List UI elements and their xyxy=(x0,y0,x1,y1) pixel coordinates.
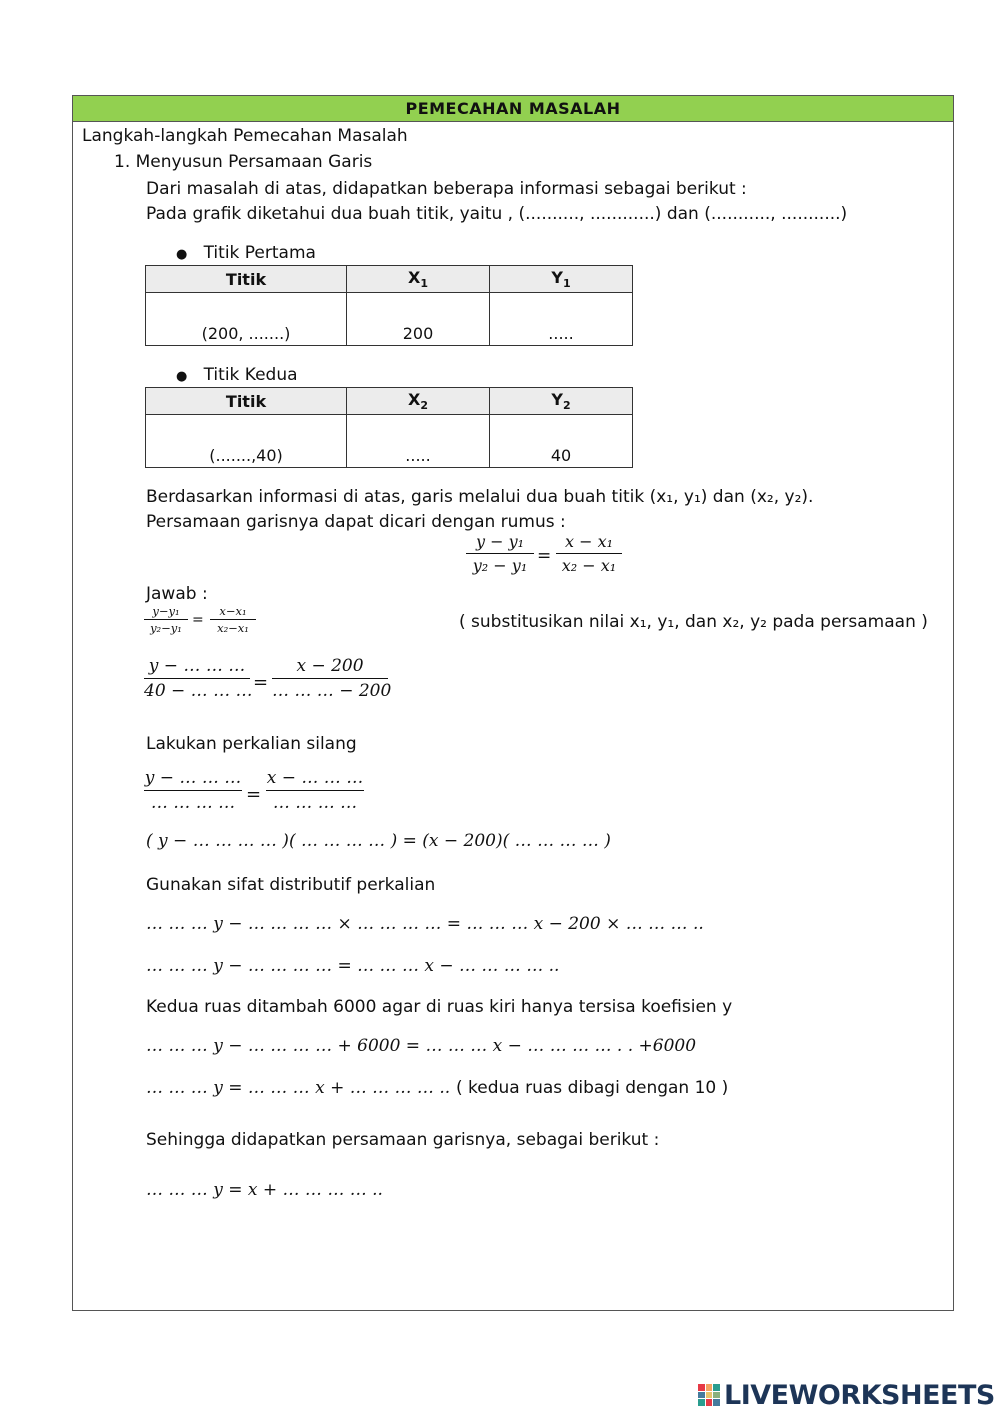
cross-left-fraction xyxy=(144,768,242,813)
formula-left-num: y − y₁ xyxy=(475,532,525,551)
fraction-bar xyxy=(466,553,534,554)
based-text: Berdasarkan informasi di atas, garis melalui dua buah titik (x₁, y₁) dan (x₂, y₂). xyxy=(146,487,814,507)
point-1-title: Titik Pertama xyxy=(203,243,316,263)
step-1-title: 1. Menyusun Persamaan Garis xyxy=(114,152,373,172)
point-2-header-x: $X_2$ xyxy=(347,388,490,415)
point-1-header-x: $X_1$ xyxy=(347,266,490,293)
jawab-label: Jawab : xyxy=(146,584,208,604)
cross-left-num[interactable]: y − … … … xyxy=(144,768,242,788)
cross-right-fraction xyxy=(266,768,364,813)
point-2-header-y: $Y_2$ xyxy=(490,388,633,415)
points-line: Pada grafik diketahui dua buah titik, yaitu , (.........., ............) dan (..........., ...........) xyxy=(146,204,848,224)
subst-right-den[interactable]: … … … − 200 xyxy=(272,681,392,701)
small-left-fraction xyxy=(144,604,188,635)
fraction-bar xyxy=(272,678,388,679)
formula-right-den: x₂ − x₁ xyxy=(561,556,617,575)
subst-left-den[interactable]: 40 − … … … xyxy=(144,681,253,701)
point-1-header-y: $Y_1$ xyxy=(490,266,633,293)
logo-text: LIVEWORKSHEETS xyxy=(724,1379,995,1411)
small-right-den: x₂−x₁ xyxy=(217,621,249,635)
bullet-point-2: ● Titik Kedua xyxy=(176,365,298,385)
small-left-num: y−y₁ xyxy=(152,604,180,618)
formula-intro: Persamaan garisnya dapat dicari dengan rumus : xyxy=(146,512,566,532)
logo-mark-icon xyxy=(698,1384,720,1406)
formula-left-fraction xyxy=(466,532,534,575)
point-1-cell-titik[interactable]: (200, .......) xyxy=(146,293,347,346)
point-2-table xyxy=(145,387,633,468)
fraction-bar xyxy=(266,790,364,791)
formula-left-den: y₂ − y₁ xyxy=(472,556,528,575)
cross-right-num[interactable]: x − … … … xyxy=(266,768,364,788)
fraction-bar xyxy=(144,619,188,620)
liveworksheets-logo xyxy=(698,1378,995,1412)
fraction-bar xyxy=(210,619,256,620)
conclusion-label: Sehingga didapatkan persamaan garisnya, sebagai berikut : xyxy=(146,1130,660,1150)
point-2-header-titik: Titik xyxy=(146,388,347,415)
cross-multiply-label: Lakukan perkalian silang xyxy=(146,734,357,754)
fraction-bar xyxy=(144,790,242,791)
point-1-cell-x: 200 xyxy=(347,293,490,346)
subst-left-fraction xyxy=(144,656,253,701)
add-6000-line[interactable]: … … … y − … … … … + 6000 = … … … x − … … … … . . +6000 xyxy=(146,1036,697,1056)
simplified-line[interactable]: … … … y = … … … x + … … … … .. xyxy=(146,1078,451,1098)
final-equation[interactable]: … … … y = x + … … … … .. xyxy=(146,1180,383,1200)
point-2-title: Titik Kedua xyxy=(203,365,298,385)
point-1-header-titik: Titik xyxy=(146,266,347,293)
small-left-den: y₂−y₁ xyxy=(150,621,182,635)
subst-left-num[interactable]: y − … … … xyxy=(148,656,246,676)
subst-right-num: x − 200 xyxy=(296,656,364,676)
point-1-cell-y[interactable]: ..... xyxy=(490,293,633,346)
distributive-line-2[interactable]: … … … y − … … … … = … … … x − … … … … .. xyxy=(146,956,560,976)
distributive-line-1[interactable]: … … … y − … … … … × … … … … = … … … x − 200 × … … … .. xyxy=(146,914,704,934)
cross-equation[interactable]: ( y − … … … … )( … … … … ) = (x − 200)( … … … … ) xyxy=(146,831,611,851)
fraction-bar xyxy=(556,553,622,554)
divide-note: ( kedua ruas dibagi dengan 10 ) xyxy=(456,1078,729,1098)
info-line: Dari masalah di atas, didapatkan beberapa informasi sebagai berikut : xyxy=(146,179,747,199)
subst-right-fraction xyxy=(272,656,392,701)
distributive-label: Gunakan sifat distributif perkalian xyxy=(146,875,436,895)
point-2-cell-titik[interactable]: (.......,40) xyxy=(146,415,347,468)
formula-right-fraction xyxy=(556,532,622,575)
add-6000-label: Kedua ruas ditambah 6000 agar di ruas kiri hanya tersisa koefisien y xyxy=(146,997,733,1017)
small-right-num: x−x₁ xyxy=(219,604,247,618)
equals-sign: = xyxy=(192,612,204,628)
equals-sign: = xyxy=(537,546,552,566)
bullet-point-1: ● Titik Pertama xyxy=(176,243,316,263)
formula-right-num: x − x₁ xyxy=(564,532,614,551)
cross-right-den[interactable]: … … … … xyxy=(272,793,358,813)
substitution-note: ( substitusikan nilai x₁, y₁, dan x₂, y₂ pada persamaan ) xyxy=(459,612,928,632)
point-1-table xyxy=(145,265,633,346)
equals-sign: = xyxy=(246,784,262,805)
section-header: PEMECAHAN MASALAH xyxy=(72,95,954,122)
equals-sign: = xyxy=(253,672,269,693)
cross-left-den[interactable]: … … … … xyxy=(150,793,236,813)
small-right-fraction xyxy=(210,604,256,635)
point-2-cell-x[interactable]: ..... xyxy=(347,415,490,468)
point-2-cell-y: 40 xyxy=(490,415,633,468)
steps-heading: Langkah-langkah Pemecahan Masalah xyxy=(82,126,408,146)
fraction-bar xyxy=(144,678,250,679)
